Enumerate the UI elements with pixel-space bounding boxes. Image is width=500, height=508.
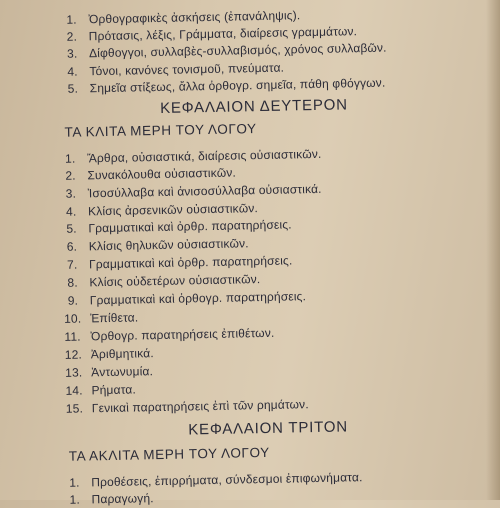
list-item: 2. Συνακόλουθα οὐσιαστικῶν. — [65, 165, 237, 183]
chapter2-title: ΚΕΦΑΛΑΙΟΝ ΔΕΥΤΕΡΟΝ — [159, 96, 348, 117]
list-item: 1. Ὀρθογραφικὲς ἀσκήσεις (ἐπανάληψις). — [66, 8, 301, 27]
list-item: 1. Παραγωγή. — [69, 491, 154, 507]
list-item: 11. Ὀρθογρ. παρατηρήσεις ἐπιθέτων. — [64, 325, 275, 344]
list-item: 1. Προθέσεις, ἐπιρρήματα, σύνδεσμοι ἐπιφωνήματα. — [69, 470, 363, 490]
list-item: 10. Ἐπίθετα. — [63, 310, 139, 326]
list-item: 12. Ἀριθμητικά. — [64, 346, 154, 362]
chapter3-subtitle: ΤΑ ΑΚΛΙΤΑ ΜΕΡΗ ΤΟΥ ΛΟΓΟΥ — [68, 444, 270, 464]
list-item: 7. Γραμματικαὶ καὶ ὀρθρ. παρατηρήσεις. — [66, 253, 293, 272]
list-item: 13. Ἀντωνυμία. — [65, 364, 154, 380]
list-item: 14. Ρήματα. — [65, 382, 137, 398]
list-item: 6. Κλίσις θηλυκῶν οὐσιαστικῶν. — [66, 236, 249, 254]
list-item: 15. Γενικαὶ παρατηρήσεις ἐπὶ τῶν ρημάτων. — [65, 397, 309, 416]
list-item: 8. Κλίσις οὐδετέρων οὐσιαστικῶν. — [67, 272, 261, 290]
list-item: 2. Πρότασις, λέξις, Γράμματα, διαίρεσις γραμμάτων. — [66, 24, 358, 44]
list-item: 9. Γραμματικαὶ καὶ ὀρθογρ. παρατηρήσεις. — [67, 289, 307, 308]
list-item: 4. Τόνοι, κανόνες τονισμοῦ, πνεύματα. — [67, 60, 285, 79]
list-item: 1. Ἄρθρα, οὐσιαστικά, διαίρεσις οὐσιαστικῶν. — [64, 146, 322, 166]
list-item: 3. Ἰσοσύλλαβα καὶ ἀνισοσύλλαβα οὐσιαστικά. — [65, 181, 322, 201]
chapter3-title: ΚΕΦΑΛΑΙΟΝ ΤΡΙΤΟΝ — [188, 418, 349, 439]
chapter2-subtitle: ΤΑ ΚΛΙΤΑ ΜΕΡΗ ΤΟΥ ΛΟΓΟΥ — [64, 121, 257, 140]
list-item: 5. Σημεῖα στίξεως, ἄλλα ὀρθογρ. σημεῖα, πάθη φθόγγων. — [67, 75, 386, 96]
list-item: 4. Κλίσις ἀρσενικῶν οὐσιαστικῶν. — [65, 201, 259, 219]
list-item: 5. Γραμματικαὶ καὶ ὀρθρ. παρατηρήσεις. — [66, 217, 292, 236]
chapter1-heading — [186, 0, 279, 1]
page-edge-shadow — [486, 0, 500, 500]
list-item: 3. Δίφθογγοι, συλλαβὲς-συλλαβισμός, χρόνος συλλαβῶν. — [66, 40, 387, 61]
